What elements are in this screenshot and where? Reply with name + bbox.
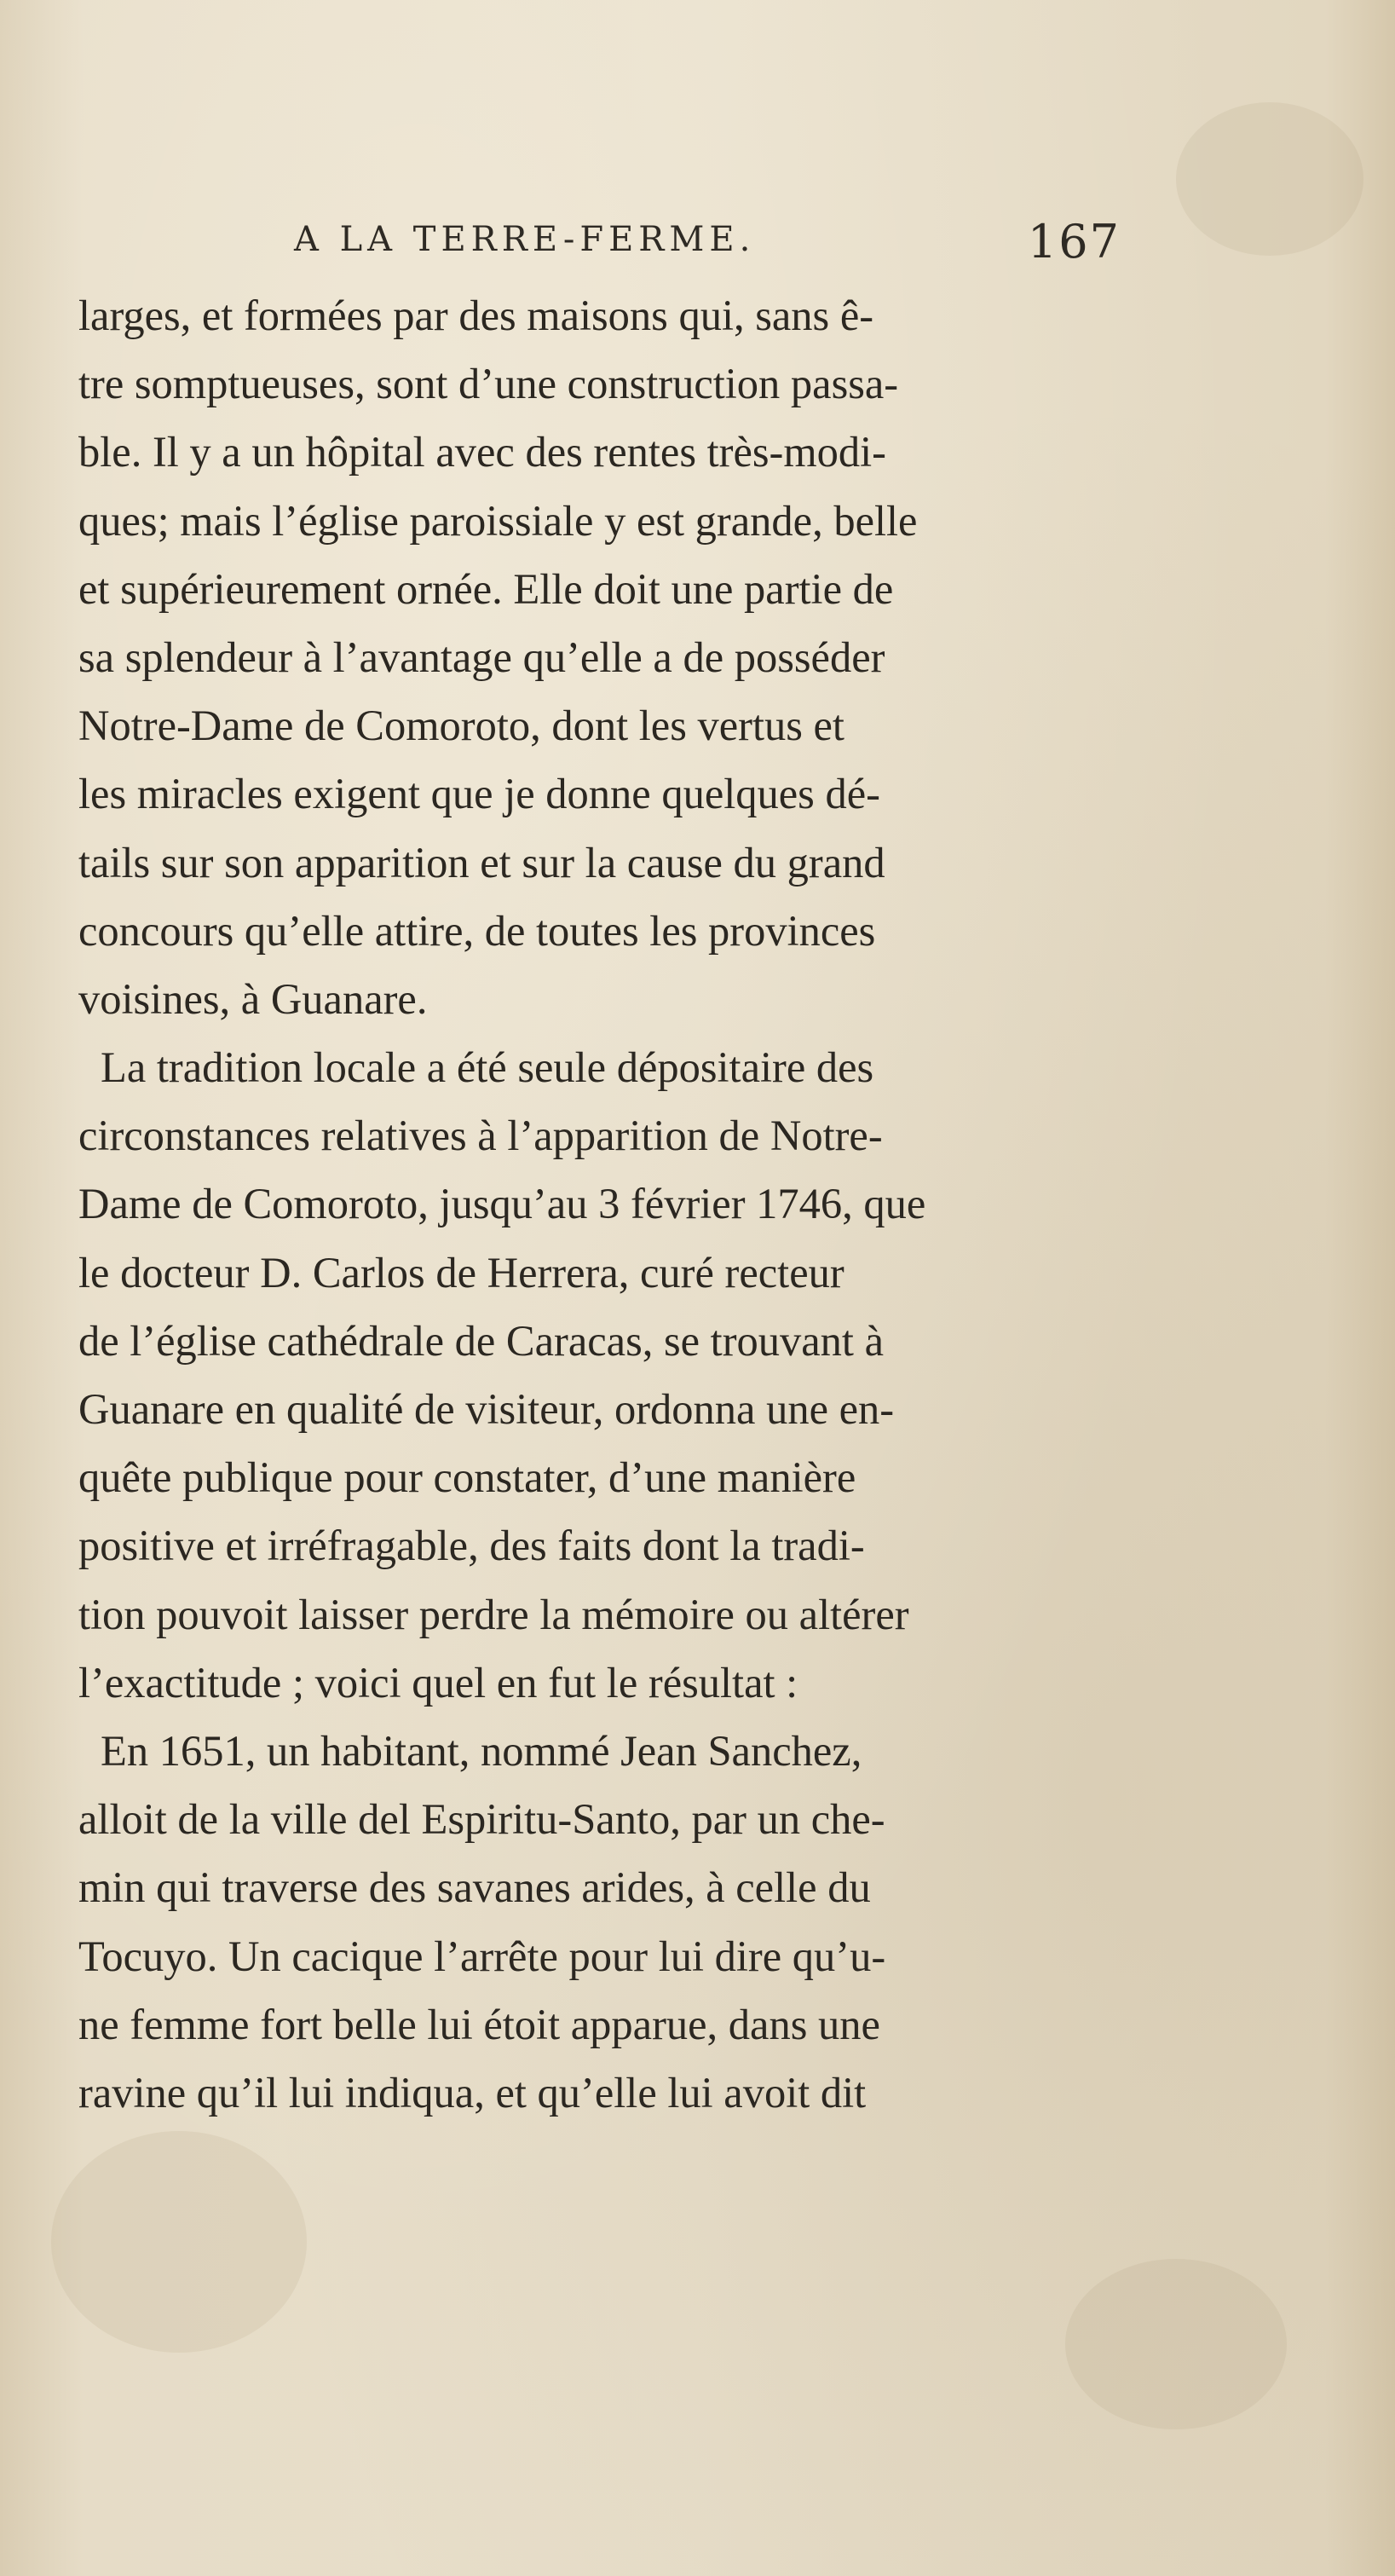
text-line: ne femme fort belle lui étoit apparue, dans une	[78, 2000, 880, 2048]
text-line: min qui traverse des savanes arides, à celle du	[78, 1863, 871, 1912]
text-line: voisines, à Guanare.	[78, 974, 428, 1023]
body-text	[78, 281, 1101, 2127]
text-line: l’exactitude ; voici quel en fut le résultat :	[78, 1658, 798, 1707]
text-line: tre somptueuses, sont d’une construction passa-	[78, 360, 899, 408]
text-line: Guanare en qualité de visiteur, ordonna une en-	[78, 1385, 895, 1433]
running-title: A LA TERRE-FERME.	[294, 220, 756, 259]
text-line: sa splendeur à l’avantage qu’elle a de posséder	[78, 632, 885, 681]
page-number: 167	[1027, 215, 1121, 269]
text-line: ble. Il y a un hôpital avec des rentes très-modi-	[78, 428, 886, 477]
page-header	[294, 215, 1121, 271]
paper-stain	[51, 2131, 307, 2353]
text-line: ravine qu’il lui indiqua, et qu’elle lui avoit dit	[78, 2068, 867, 2117]
text-line: le docteur D. Carlos de Herrera, curé recteur	[78, 1248, 844, 1297]
text-line: ques; mais l’église paroissiale y est grande, belle	[78, 496, 918, 545]
text-line: larges, et formées par des maisons qui, sans ê-	[78, 292, 874, 339]
text-line: tion pouvoit laisser perdre la mémoire ou altérer	[78, 1590, 909, 1638]
text-line: quête publique pour constater, d’une manière	[78, 1453, 856, 1502]
text-line: tails sur son apparition et sur la cause du grand	[78, 838, 885, 887]
text-line: les miracles exigent que je donne quelques dé-	[78, 770, 880, 818]
text-line: Tocuyo. Un cacique l’arrête pour lui dire qu’u-	[78, 1932, 886, 1980]
paper-stain	[1065, 2259, 1287, 2429]
paper-stain	[1176, 102, 1363, 256]
text-line: alloit de la ville del Espiritu-Santo, par un che-	[78, 1795, 885, 1844]
text-line: et supérieurement ornée. Elle doit une partie de	[78, 564, 894, 613]
text-line: positive et irréfragable, des faits dont la tradi-	[78, 1522, 865, 1570]
text-line: de l’église cathédrale de Caracas, se trouvant à	[78, 1316, 885, 1365]
paragraph-first-line: La tradition locale a été seule dépositaire des	[101, 1043, 874, 1092]
text-line: concours qu’elle attire, de toutes les provinces	[78, 906, 876, 955]
text-line: Dame de Comoroto, jusqu’au 3 février 1746, que	[78, 1180, 926, 1228]
paragraph-first-line: En 1651, un habitant, nommé Jean Sanchez,	[101, 1726, 862, 1775]
text-line: circonstances relatives à l’apparition de Notre-	[78, 1112, 883, 1160]
text-line: Notre-Dame de Comoroto, dont les vertus et	[78, 702, 844, 750]
